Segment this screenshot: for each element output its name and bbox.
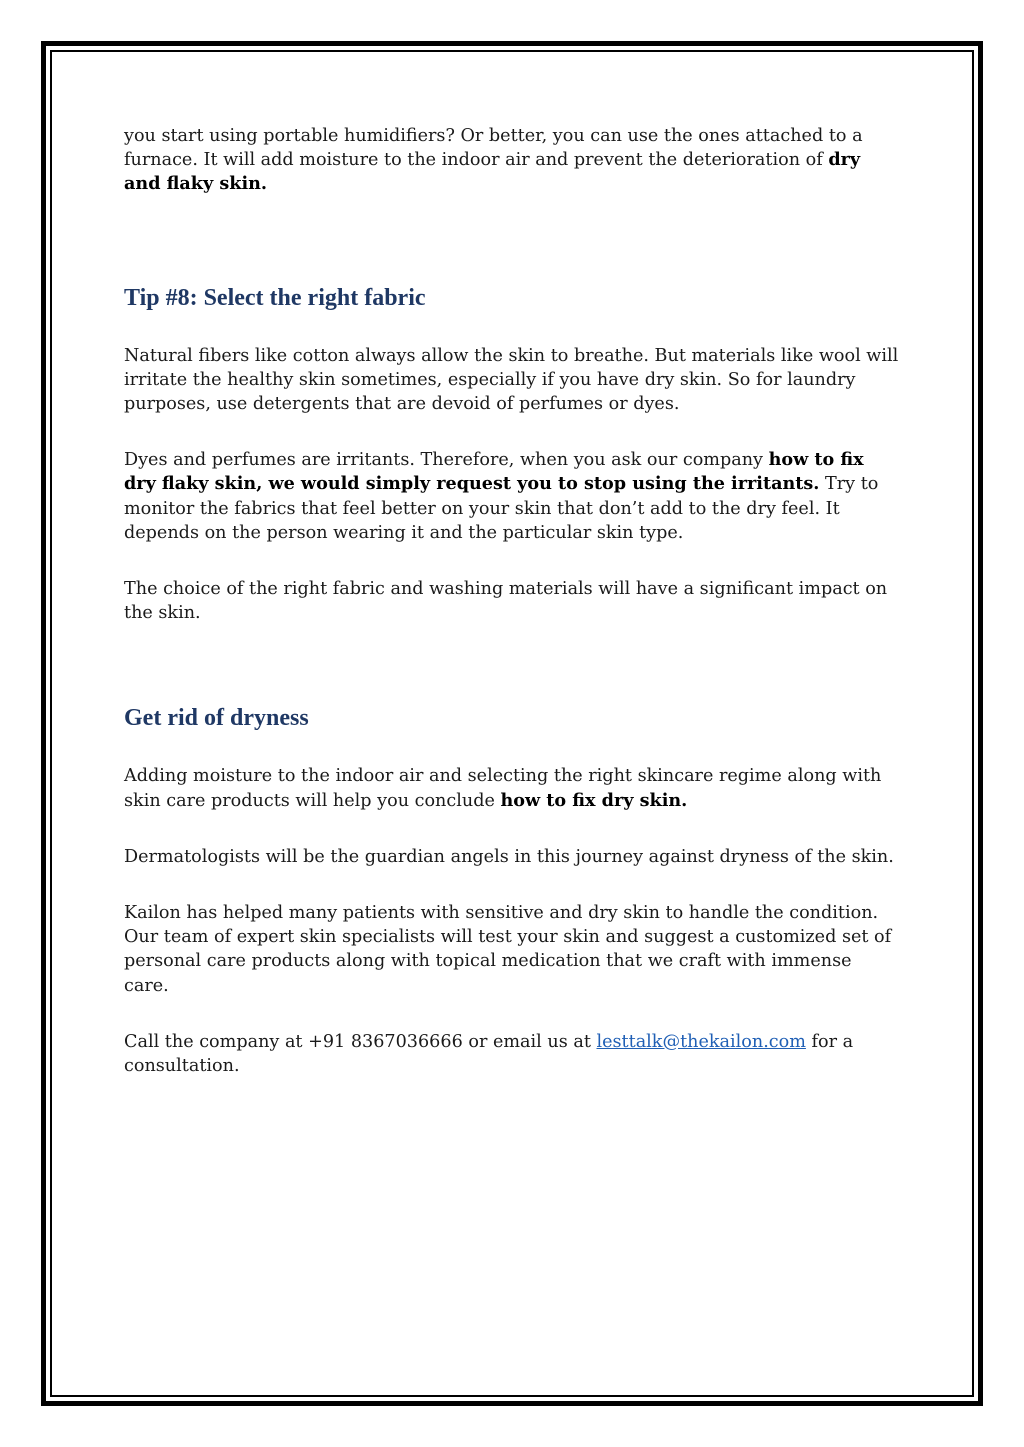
dryness-paragraph-1 — [124, 764, 899, 812]
contact-text-after: for a consultation. — [124, 1031, 854, 1077]
dryness-p1-text-before: Adding moisture to the indoor air and selecting the right skincare regime along with skin care products will help you conclude — [124, 766, 882, 811]
email-link[interactable]: lesttalk@thekailon.com — [596, 1031, 806, 1052]
intro-text: you start using portable humidifiers? Or better, you can use the ones attached to a furnace. It will add moisture to the indoor air and prevent the deterioration of — [124, 126, 863, 171]
tip8-p2-bold-text: how to fix dry flaky skin, we would simply request you to stop using the irritants. — [124, 449, 864, 495]
section-heading-dryness: Get rid of dryness — [124, 705, 309, 732]
intro-bold-text: dry and flaky skin. — [124, 149, 861, 195]
dryness-p1-bold-text: how to fix dry skin. — [500, 789, 688, 811]
tip8-p2-text-before: Dyes and perfumes are irritants. Therefore, when you ask our company — [124, 450, 769, 471]
intro-paragraph — [124, 124, 899, 197]
document-body — [124, 124, 899, 1078]
tip8-p2-text-after: Try to monitor the fabrics that feel better on your skin that don’t add to the dry feel. It depends on the person wearing it and the particular skin type. — [124, 474, 879, 543]
contact-text-before: Call the company at +91 8367036666 or email us at — [124, 1031, 597, 1052]
section-heading-tip8: Tip #8: Select the right fabric — [124, 284, 426, 311]
dryness-paragraph-4 — [124, 1030, 899, 1078]
tip8-paragraph-3: The choice of the right fabric and washing materials will have a significant impact on the skin. — [124, 579, 888, 624]
dryness-paragraph-3: Kailon has helped many patients with sensitive and dry skin to handle the condition. Our team of expert skin specialists will test your skin and suggest a customized set of personal care products along with topical medication that we craft with immense care. — [124, 903, 892, 996]
tip8-paragraph-1: Natural fibers like cotton always allow the skin to breathe. But materials like wool will irritate the healthy skin sometimes, especially if you have dry skin. So for laundry purposes, use detergents that are devoid of perfumes or dyes. — [124, 345, 899, 415]
tip8-paragraph-2 — [124, 448, 899, 545]
dryness-paragraph-2: Dermatologists will be the guardian angels in this journey against dryness of the skin. — [124, 846, 894, 867]
